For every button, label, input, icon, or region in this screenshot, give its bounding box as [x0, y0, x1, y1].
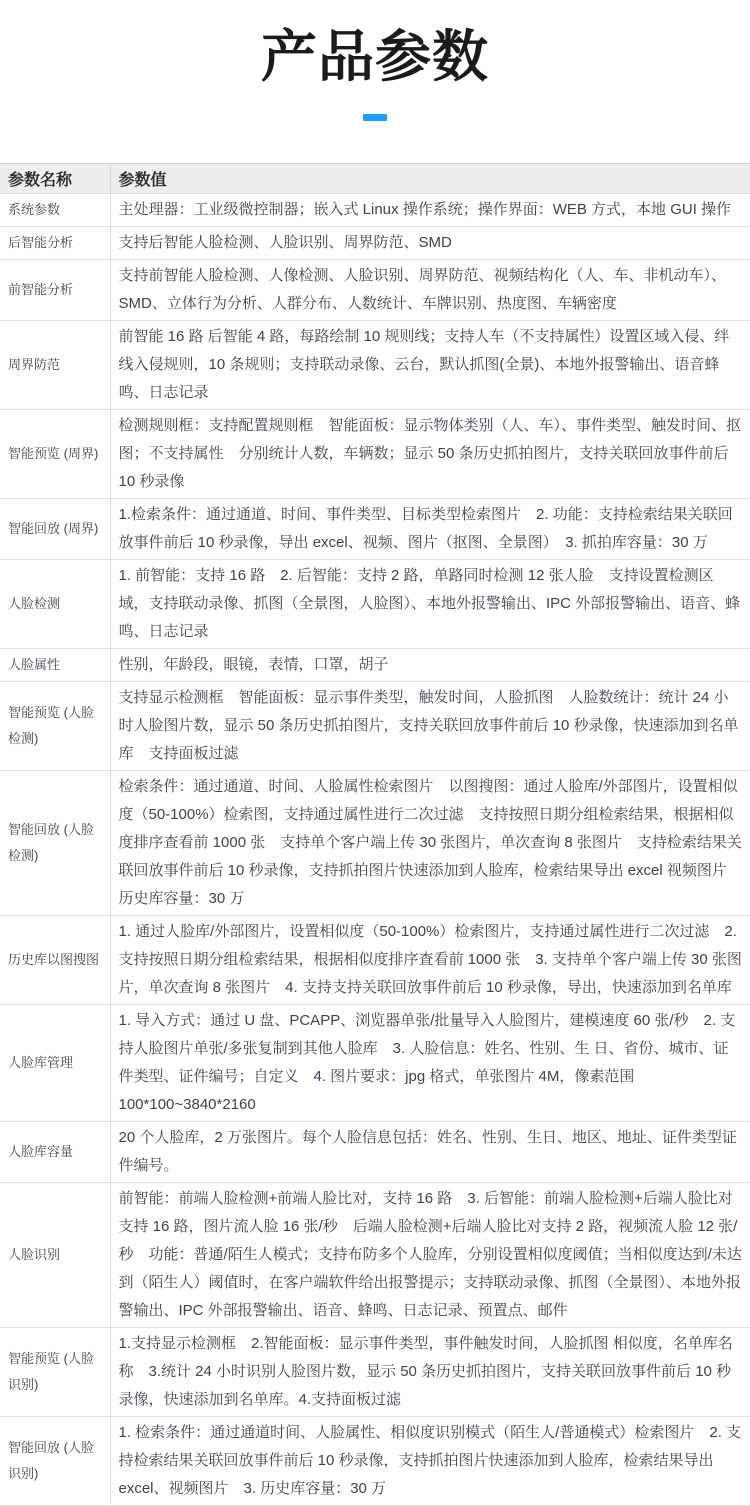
param-value-cell: 1. 前智能：支持 16 路 2. 后智能：支持 2 路，单路同时检测 12 张人脸 支持设置检测区域，支持联动录像、抓图（全景图，人脸图）、本地外报警输出、IPC 外部报警输出、语音、蜂鸣、日志记录	[110, 559, 750, 648]
table-row	[0, 1416, 750, 1505]
table-row	[0, 915, 750, 1004]
table-row	[0, 1327, 750, 1416]
table-row	[0, 193, 750, 226]
param-name-cell: 人脸识别	[0, 1182, 110, 1327]
param-name-cell: 人脸库容量	[0, 1121, 110, 1182]
table-row	[0, 498, 750, 559]
param-value-cell: 1.支持显示检测框 2.智能面板：显示事件类型，事件触发时间，人脸抓图 相似度，名单库名称 3.统计 24 小时识别人脸图片数，显示 50 条历史抓拍图片，支持关联回放事件前后 10 秒录像，快速添加到名单库。4.支持面板过滤	[110, 1327, 750, 1416]
param-name-cell: 周界防范	[0, 320, 110, 409]
title-accent-dash	[363, 114, 387, 121]
table-row	[0, 770, 750, 915]
param-name-cell: 智能预览 (人脸识别)	[0, 1327, 110, 1416]
param-value-cell: 20 个人脸库，2 万张图片。每个人脸信息包括：姓名、性别、生日、地区、地址、证件类型证件编号。	[110, 1121, 750, 1182]
param-value-cell: 1. 导入方式：通过 U 盘、PCAPP、浏览器单张/批量导入人脸图片，建模速度 60 张/秒 2. 支持人脸图片单张/多张复制到其他人脸库 3. 人脸信息：姓名、性别、生 日、省份、城市、证件类型、证件编号；自定义 4. 图片要求：jpg 格式，单张图片 4M，像素范围 100*100~3840*2160	[110, 1004, 750, 1121]
param-value-cell: 1. 检索条件：通过通道时间、人脸属性、相似度识别模式（陌生人/普通模式）检索图片 2. 支持检索结果关联回放事件前后 10 秒录像，支持抓拍图片快速添加到人脸库，检索结果导出 excel、视频图片 3. 历史库容量：30 万	[110, 1416, 750, 1505]
param-name-cell: 历史库以图搜图	[0, 915, 110, 1004]
column-header-param-value: 参数值	[110, 163, 750, 193]
param-value-cell: 检测规则框：支持配置规则框 智能面板：显示物体类别（人、车）、事件类型、触发时间、抠图；不支持属性 分别统计人数，车辆数；显示 50 条历史抓拍图片，支持关联回放事件前后 10 秒录像	[110, 409, 750, 498]
param-value-cell: 前智能：前端人脸检测+前端人脸比对，支持 16 路 3. 后智能：前端人脸检测+后端人脸比对支持 16 路，图片流人脸 16 张/秒 后端人脸检测+后端人脸比对支持 2 路，视频流人脸 12 张/秒 功能：普通/陌生人模式；支持布防多个人脸库，分别设置相似度阈值；当相似度达到/未达到（陌生人）阈值时，在客户端软件给出报警提示；支持联动录像、抓图（全景图）、本地外报警输出、IPC 外部报警输出、语音、蜂鸣、日志记录、预置点、邮件	[110, 1182, 750, 1327]
spec-table	[0, 163, 750, 1506]
table-row	[0, 320, 750, 409]
param-value-cell: 主处理器：工业级微控制器；嵌入式 Linux 操作系统；操作界面：WEB 方式，本地 GUI 操作	[110, 193, 750, 226]
param-value-cell: 支持前智能人脸检测、人像检测、人脸识别、周界防范、视频结构化（人、车、非机动车）、SMD、立体行为分析、人群分布、人数统计、车牌识别、热度图、车辆密度	[110, 259, 750, 320]
param-name-cell: 智能预览 (周界)	[0, 409, 110, 498]
table-row	[0, 559, 750, 648]
table-row	[0, 1121, 750, 1182]
table-row	[0, 1182, 750, 1327]
param-name-cell: 智能回放 (周界)	[0, 498, 110, 559]
param-value-cell: 1. 通过人脸库/外部图片，设置相似度（50-100%）检索图片，支持通过属性进行二次过滤 2. 支持按照日期分组检索结果，根据相似度排序查看前 1000 张 3. 支持单个客户端上传 30 张图片，单次查询 8 张图片 4. 支持支持关联回放事件前后 10 秒录像，导出，快速添加到名单库	[110, 915, 750, 1004]
spec-table-header	[0, 163, 750, 193]
param-value-cell: 支持显示检测框 智能面板：显示事件类型，触发时间，人脸抓图 人脸数统计：统计 24 小时人脸图片数，显示 50 条历史抓拍图片，支持关联回放事件前后 10 秒录像，快速添加到名单库 支持面板过滤	[110, 681, 750, 770]
param-value-cell: 前智能 16 路 后智能 4 路，每路绘制 10 规则线；支持人车（不支持属性）设置区域入侵、绊线入侵规则，10 条规则；支持联动录像、云台，默认抓图(全景)、本地外报警输出、语音蜂鸣、日志记录	[110, 320, 750, 409]
param-name-cell: 系统参数	[0, 193, 110, 226]
table-row	[0, 681, 750, 770]
page-title: 产品参数	[261, 25, 489, 88]
param-name-cell: 人脸检测	[0, 559, 110, 648]
header-row	[0, 163, 750, 193]
param-name-cell: 人脸库管理	[0, 1004, 110, 1121]
table-row	[0, 259, 750, 320]
param-name-cell: 智能预览 (人脸检测)	[0, 681, 110, 770]
table-row	[0, 648, 750, 681]
table-row	[0, 226, 750, 259]
column-header-param-name: 参数名称	[0, 163, 110, 193]
table-row	[0, 409, 750, 498]
param-value-cell: 检索条件：通过通道、时间、人脸属性检索图片 以图搜图：通过人脸库/外部图片，设置相似度（50-100%）检索图，支持通过属性进行二次过滤 支持按照日期分组检索结果，根据相似度排序查看前 1000 张 支持单个客户端上传 30 张图片，单次查询 8 张图片 支持检索结果关联回放事件前后 10 秒录像，支持抓拍图片快速添加到人脸库，检索结果导出 excel 视频图片 历史库容量：30 万	[110, 770, 750, 915]
param-name-cell: 智能回放 (人脸识别)	[0, 1416, 110, 1505]
param-name-cell: 人脸属性	[0, 648, 110, 681]
param-name-cell: 前智能分析	[0, 259, 110, 320]
spec-table-body	[0, 193, 750, 1505]
table-row	[0, 1004, 750, 1121]
param-name-cell: 后智能分析	[0, 226, 110, 259]
param-value-cell: 支持后智能人脸检测、人脸识别、周界防范、SMD	[110, 226, 750, 259]
param-name-cell: 智能回放 (人脸检测)	[0, 770, 110, 915]
param-value-cell: 性别，年龄段，眼镜，表情，口罩，胡子	[110, 648, 750, 681]
param-value-cell: 1.检索条件：通过通道、时间、事件类型、目标类型检索图片 2. 功能：支持检索结果关联回放事件前后 10 秒录像，导出 excel、视频、图片（抠图、全景图） 3. 抓拍库容量：30 万	[110, 498, 750, 559]
